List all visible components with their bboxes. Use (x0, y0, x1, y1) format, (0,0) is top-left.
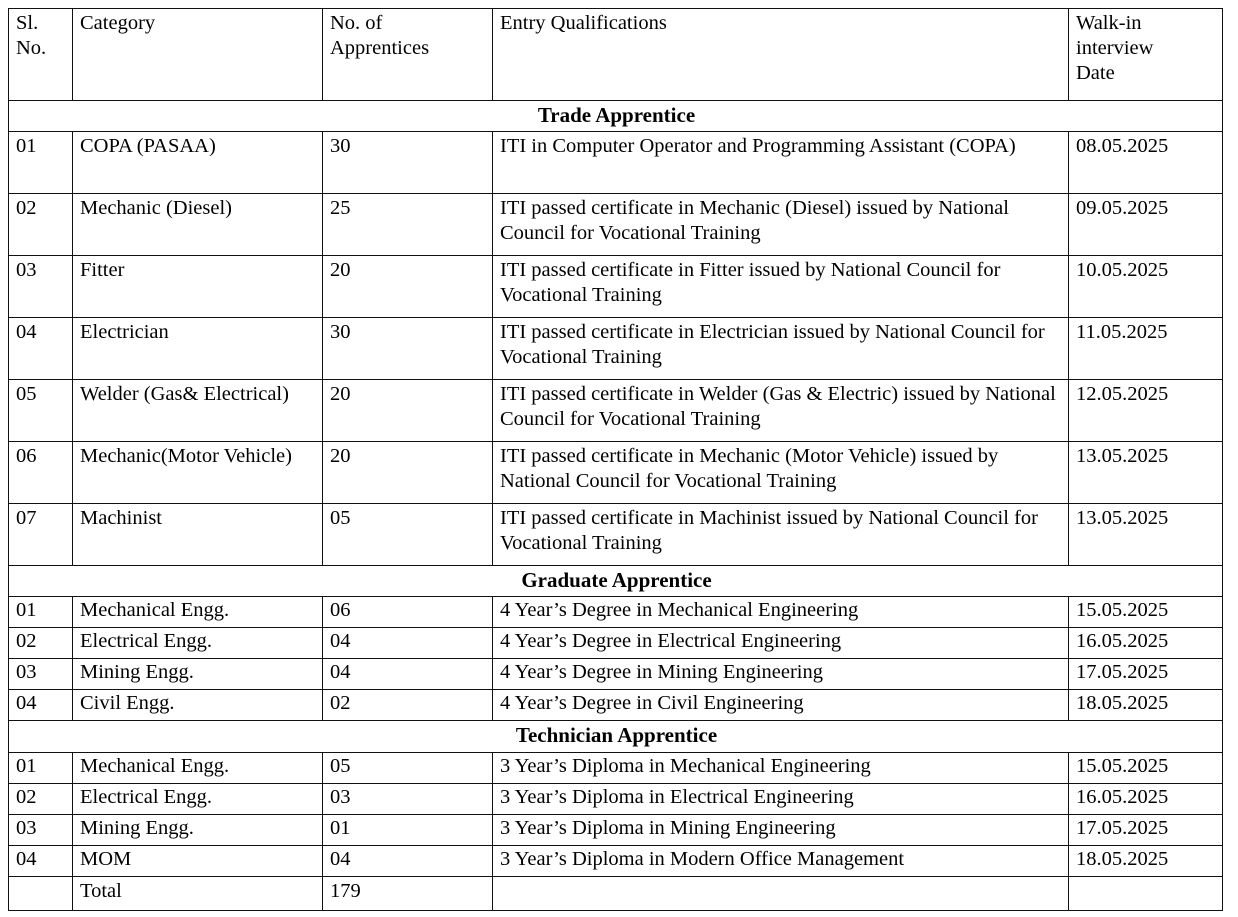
cell-sl-no: 07 (9, 504, 73, 566)
section-header-row (9, 101, 1223, 132)
cell-entry-qualifications: ITI passed certificate in Mechanic (Motor Vehicle) issued by National Council for Vocational Training (493, 442, 1069, 504)
cell-entry-qualifications: ITI passed certificate in Machinist issued by National Council for Vocational Training (493, 504, 1069, 566)
cell-entry-qualifications: 3 Year’s Diploma in Mining Engineering (493, 814, 1069, 845)
cell-sl-no: 03 (9, 814, 73, 845)
cell-entry-qualifications: ITI in Computer Operator and Programming Assistant (COPA) (493, 132, 1069, 194)
cell-category: Mechanical Engg. (73, 597, 323, 628)
cell-no-of-apprentices: 04 (323, 628, 493, 659)
cell-walkin-date: 16.05.2025 (1069, 783, 1223, 814)
cell-entry-qualifications: 4 Year’s Degree in Electrical Engineering (493, 628, 1069, 659)
cell-entry-qualifications: 3 Year’s Diploma in Electrical Engineering (493, 783, 1069, 814)
table-row (9, 752, 1223, 783)
column-header-date-line3: Date (1076, 62, 1115, 84)
column-header-no-of-apprentices (323, 9, 493, 101)
cell-walkin-date: 17.05.2025 (1069, 659, 1223, 690)
cell-walkin-date: 13.05.2025 (1069, 504, 1223, 566)
cell-no-of-apprentices: 20 (323, 380, 493, 442)
cell-entry-qualifications: ITI passed certificate in Mechanic (Diesel) issued by National Council for Vocational Training (493, 194, 1069, 256)
cell-category: Machinist (73, 504, 323, 566)
cell-walkin-date: 15.05.2025 (1069, 752, 1223, 783)
table-row (9, 597, 1223, 628)
cell-entry-qualifications: 4 Year’s Degree in Civil Engineering (493, 690, 1069, 721)
cell-sl-no: 06 (9, 442, 73, 504)
table-row (9, 318, 1223, 380)
table-row (9, 194, 1223, 256)
table-body (9, 101, 1223, 911)
cell-walkin-date: 12.05.2025 (1069, 380, 1223, 442)
table-row (9, 132, 1223, 194)
table-row (9, 380, 1223, 442)
cell-no-of-apprentices: 25 (323, 194, 493, 256)
cell-entry-qualifications: ITI passed certificate in Fitter issued by National Council for Vocational Training (493, 256, 1069, 318)
cell-no-of-apprentices: 20 (323, 442, 493, 504)
table-row (9, 690, 1223, 721)
cell-sl-no: 02 (9, 194, 73, 256)
cell-category: Electrical Engg. (73, 628, 323, 659)
cell-sl-no: 01 (9, 597, 73, 628)
column-header-entry-qualifications: Entry Qualifications (493, 9, 1069, 101)
cell-no-of-apprentices: 05 (323, 752, 493, 783)
total-value: 179 (323, 876, 493, 910)
cell-no-of-apprentices: 06 (323, 597, 493, 628)
cell-category: Electrical Engg. (73, 783, 323, 814)
cell-walkin-date: 18.05.2025 (1069, 690, 1223, 721)
cell-walkin-date: 11.05.2025 (1069, 318, 1223, 380)
table-header (9, 9, 1223, 101)
cell-category: Electrician (73, 318, 323, 380)
cell-category: Mechanic (Diesel) (73, 194, 323, 256)
cell-entry-qualifications: 3 Year’s Diploma in Modern Office Management (493, 845, 1069, 876)
section-title: Technician Apprentice (9, 721, 1223, 752)
cell-category: COPA (PASAA) (73, 132, 323, 194)
cell-sl-no: 02 (9, 783, 73, 814)
cell-sl-no: 04 (9, 845, 73, 876)
cell-category: Mechanic(Motor Vehicle) (73, 442, 323, 504)
cell-no-of-apprentices: 03 (323, 783, 493, 814)
section-header-row (9, 566, 1223, 597)
cell-walkin-date: 15.05.2025 (1069, 597, 1223, 628)
cell-entry-qualifications: ITI passed certificate in Electrician issued by National Council for Vocational Training (493, 318, 1069, 380)
cell-category: Mining Engg. (73, 814, 323, 845)
total-qualifications-blank (493, 876, 1069, 910)
column-header-sl-no-line1: Sl. (16, 12, 39, 34)
cell-no-of-apprentices: 30 (323, 132, 493, 194)
section-title: Graduate Apprentice (9, 566, 1223, 597)
column-header-date-line1: Walk-in (1076, 12, 1142, 34)
cell-no-of-apprentices: 30 (323, 318, 493, 380)
table-row (9, 659, 1223, 690)
cell-entry-qualifications: 4 Year’s Degree in Mechanical Engineering (493, 597, 1069, 628)
cell-category: Fitter (73, 256, 323, 318)
table-row (9, 783, 1223, 814)
cell-category: Welder (Gas& Electrical) (73, 380, 323, 442)
cell-no-of-apprentices: 04 (323, 659, 493, 690)
section-header-row (9, 721, 1223, 752)
apprentice-vacancy-table (8, 8, 1223, 911)
cell-no-of-apprentices: 02 (323, 690, 493, 721)
cell-sl-no: 02 (9, 628, 73, 659)
cell-walkin-date: 16.05.2025 (1069, 628, 1223, 659)
cell-no-of-apprentices: 04 (323, 845, 493, 876)
cell-entry-qualifications: 3 Year’s Diploma in Mechanical Engineering (493, 752, 1069, 783)
table-row (9, 256, 1223, 318)
cell-walkin-date: 13.05.2025 (1069, 442, 1223, 504)
cell-category: Mechanical Engg. (73, 752, 323, 783)
table-row (9, 442, 1223, 504)
total-row (9, 876, 1223, 910)
cell-sl-no: 04 (9, 318, 73, 380)
total-label: Total (73, 876, 323, 910)
column-header-category: Category (73, 9, 323, 101)
cell-no-of-apprentices: 01 (323, 814, 493, 845)
column-header-apprentices-line2: Apprentices (330, 37, 430, 59)
total-sl-no (9, 876, 73, 910)
cell-entry-qualifications: 4 Year’s Degree in Mining Engineering (493, 659, 1069, 690)
cell-entry-qualifications: ITI passed certificate in Welder (Gas & Electric) issued by National Council for Vocational Training (493, 380, 1069, 442)
cell-sl-no: 01 (9, 132, 73, 194)
column-header-date-line2: interview (1076, 37, 1154, 59)
cell-sl-no: 01 (9, 752, 73, 783)
cell-category: Mining Engg. (73, 659, 323, 690)
column-header-apprentices-line1: No. of (330, 12, 383, 34)
cell-walkin-date: 17.05.2025 (1069, 814, 1223, 845)
table-row (9, 814, 1223, 845)
column-header-sl-no (9, 9, 73, 101)
total-date-blank (1069, 876, 1223, 910)
cell-category: Civil Engg. (73, 690, 323, 721)
cell-walkin-date: 08.05.2025 (1069, 132, 1223, 194)
cell-walkin-date: 18.05.2025 (1069, 845, 1223, 876)
cell-category: MOM (73, 845, 323, 876)
section-title: Trade Apprentice (9, 101, 1223, 132)
cell-walkin-date: 10.05.2025 (1069, 256, 1223, 318)
table-row (9, 845, 1223, 876)
cell-no-of-apprentices: 05 (323, 504, 493, 566)
table-row (9, 628, 1223, 659)
cell-sl-no: 04 (9, 690, 73, 721)
column-header-sl-no-line2: No. (16, 37, 47, 59)
column-header-walkin-date (1069, 9, 1223, 101)
cell-sl-no: 03 (9, 256, 73, 318)
cell-sl-no: 03 (9, 659, 73, 690)
cell-sl-no: 05 (9, 380, 73, 442)
cell-no-of-apprentices: 20 (323, 256, 493, 318)
header-row (9, 9, 1223, 101)
cell-walkin-date: 09.05.2025 (1069, 194, 1223, 256)
table-row (9, 504, 1223, 566)
